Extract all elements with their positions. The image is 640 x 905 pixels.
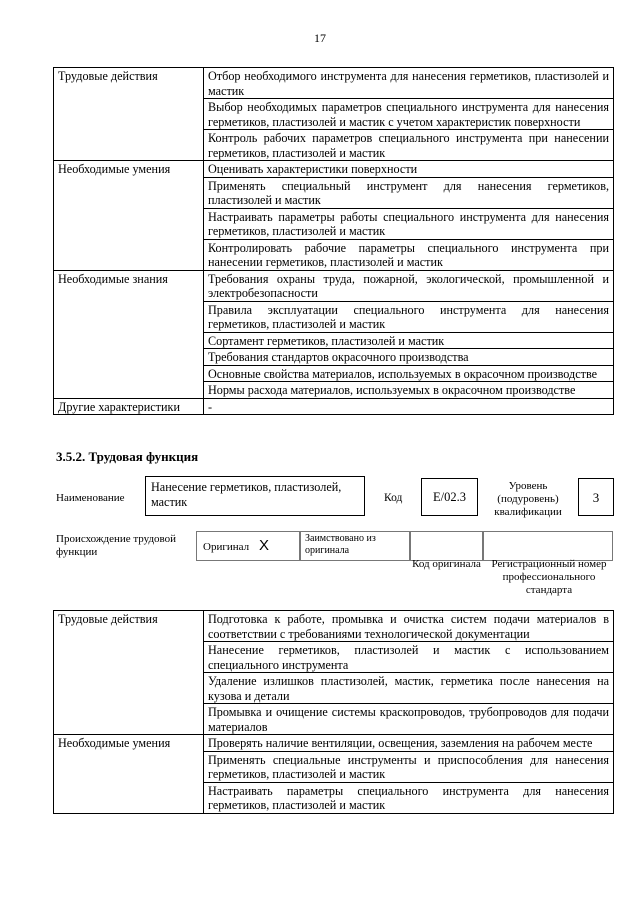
item-description: Подготовка к работе, промывка и очистка систем подачи материалов в соответствии с требованиями технологической документации [204, 611, 614, 642]
item-description: Требования охраны труда, пожарной, экологической, промышленной и электробезопасности [204, 270, 614, 301]
skills-table-1 [53, 67, 614, 415]
item-description: Настраивать параметры работы специального инструмента для нанесения герметиков, пластизолей и мастик [204, 208, 614, 239]
code-original-label: Код оригинала [412, 558, 481, 570]
table-row [54, 270, 614, 301]
item-description: Правила эксплуатации специального инструмента для нанесения герметиков, пластизолей и мастик [204, 301, 614, 332]
level-label: Уровень (подуровень) квалификации [494, 480, 562, 518]
item-description: Контроль рабочих параметров специального инструмента при нанесении герметиков, пластизолей и мастик [204, 130, 614, 161]
code-value: E/02.3 [433, 490, 466, 504]
section-heading: 3.5.2. Трудовая функция [56, 449, 199, 464]
group-label: Необходимые знания [54, 270, 204, 398]
item-description: Настраивать параметры специального инструмента для нанесения герметиков, пластизолей и мастик [204, 782, 614, 813]
item-description: Проверять наличие вентиляции, освещения, заземления на рабочем месте [204, 735, 614, 752]
level-field [578, 478, 614, 516]
table-row [54, 735, 614, 752]
code-label: Код [384, 492, 403, 504]
table-row [54, 68, 614, 99]
function-name-field [145, 476, 365, 516]
group-label: Трудовые действия [54, 68, 204, 161]
item-description: Выбор необходимых параметров специального инструмента для нанесения герметиков, пластизолей и мастик с учетом характеристик поверхности [204, 99, 614, 130]
group-label: Необходимые умения [54, 161, 204, 271]
item-description: Удаление излишков пластизолей, мастик, герметика после нанесения на кузова и детали [204, 673, 614, 704]
code-original-cell [410, 531, 483, 561]
item-description: Требования стандартов окрасочного производства [204, 349, 614, 366]
table-row [54, 398, 614, 415]
item-description: - [204, 398, 614, 415]
original-check-mark: X [259, 537, 270, 554]
original-label: Оригинал [203, 541, 250, 553]
group-label: Другие характеристики [54, 398, 204, 415]
skills-table-2 [53, 610, 614, 814]
item-description: Применять специальные инструменты и приспособления для нанесения герметиков, пластизолей и мастик [204, 751, 614, 782]
item-description: Нормы расхода материалов, используемых в окрасочном производстве [204, 382, 614, 399]
group-label: Трудовые действия [54, 611, 204, 735]
level-value: 3 [592, 490, 600, 505]
item-description: Отбор необходимого инструмента для нанесения герметиков, пластизолей и мастик [204, 68, 614, 99]
borrowed-label: Заимствовано из оригинала [305, 533, 376, 556]
function-name-value: Нанесение герметиков, пластизолей, мастик [151, 480, 342, 509]
item-description: Оценивать характеристики поверхности [204, 161, 614, 178]
item-description: Промывка и очищение системы краскопроводов, трубопроводов для подачи материалов [204, 704, 614, 735]
name-label: Наименование [56, 492, 125, 504]
original-cell [196, 531, 300, 561]
item-description: Основные свойства материалов, используемых в окрасочном производстве [204, 365, 614, 382]
table-row [54, 611, 614, 642]
table-row [54, 161, 614, 178]
item-description: Контролировать рабочие параметры специального инструмента при нанесении герметиков, пластизолей и мастик [204, 239, 614, 270]
item-description: Применять специальный инструмент для нанесения герметиков, пластизолей и мастик [204, 177, 614, 208]
group-label: Необходимые умения [54, 735, 204, 814]
item-description: Сортамент герметиков, пластизолей и мастик [204, 332, 614, 349]
reg-number-cell [483, 531, 613, 561]
borrowed-cell [300, 531, 410, 561]
reg-number-label: Регистрационный номер профессионального стандарта [491, 558, 607, 596]
item-description: Нанесение герметиков, пластизолей и мастик с использованием специального инструмента [204, 642, 614, 673]
page-number: 17 [314, 31, 326, 45]
code-field [421, 478, 478, 516]
origin-label: Происхождение трудовой функции [56, 533, 177, 558]
